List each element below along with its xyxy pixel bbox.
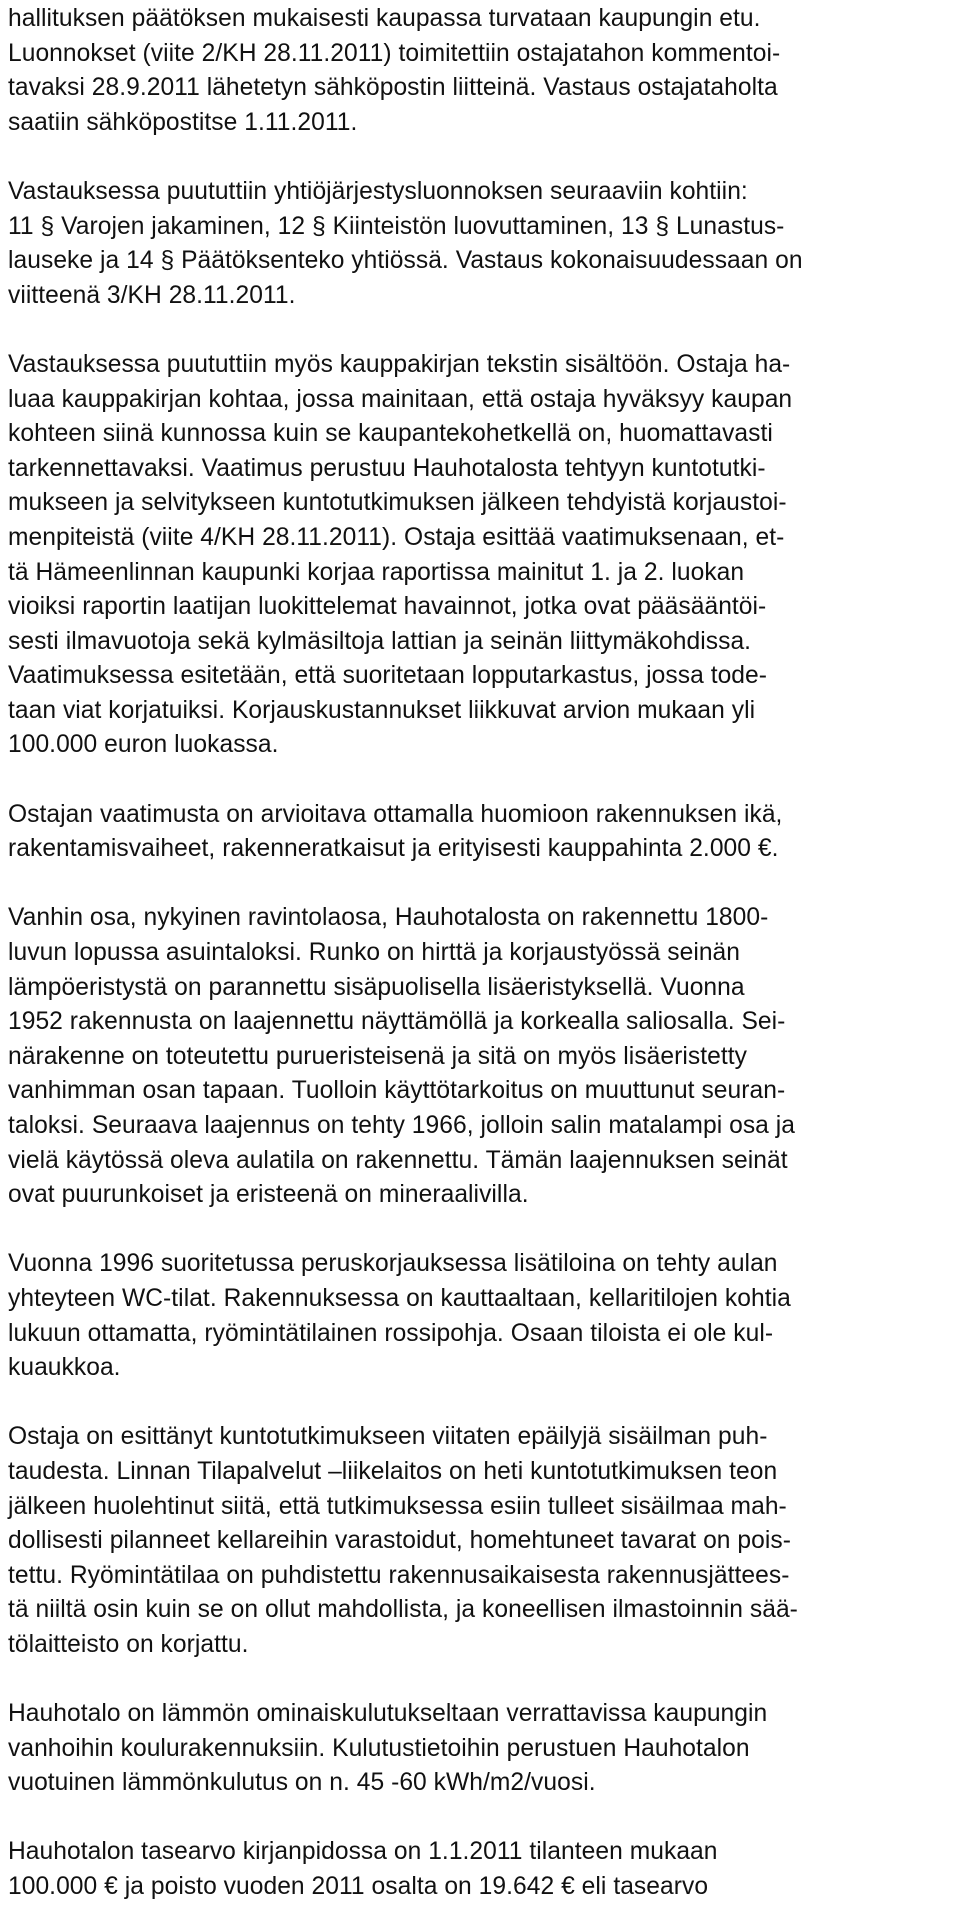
text-line: lauseke ja 14 § Päätöksenteko yhtiössä. Vastaus kokonaisuudessaan on: [8, 247, 803, 275]
text-line: yhteyteen WC-tilat. Rakennuksessa on kauttaaltaan, kellaritilojen kohtia: [8, 1284, 791, 1312]
paragraph-gap: [8, 140, 952, 175]
text-line: tä Hämeenlinnan kaupunki korjaa raportissa mainitut 1. ja 2. luokan: [8, 558, 745, 586]
text-line: tavaksi 28.9.2011 lähetetyn sähköpostin liitteinä. Vastaus ostajataholta: [8, 74, 778, 102]
text-line: Vuonna 1996 suoritetussa peruskorjauksessa lisätiloina on tehty aulan: [8, 1250, 778, 1278]
paragraph: [8, 175, 952, 313]
text-line: kohteen siinä kunnossa kuin se kaupantekohetkellä on, huomattavasti: [8, 420, 773, 448]
text-line: hallituksen päätöksen mukaisesti kaupassa turvataan kaupungin etu.: [8, 5, 761, 32]
text-line: luaa kauppakirjan kohtaa, jossa mainitaan, että ostaja hyväksyy kaupan: [8, 385, 793, 413]
text-line: 11 § Varojen jakaminen, 12 § Kiinteistön luovuttaminen, 13 § Lunastus-: [8, 212, 785, 240]
text-line: kuaukkoa.: [8, 1354, 121, 1382]
text-line: ovat puurunkoiset ja eristeenä on mineraalivilla.: [8, 1181, 529, 1209]
text-line: lukuun ottamatta, ryömintätilainen rossipohja. Osaan tiloista ei ole kul-: [8, 1319, 774, 1347]
text-line: jälkeen huolehtinut siitä, että tutkimuksessa esiin tulleet sisäilmaa mah-: [8, 1492, 787, 1520]
text-line: Hauhotalo on lämmön ominaiskulutukseltaan verrattavissa kaupungin: [8, 1700, 768, 1728]
text-line: vielä käytössä oleva aulatila on rakennettu. Tämän laajennuksen seinät: [8, 1146, 788, 1174]
text-line: Ostaja on esittänyt kuntotutkimukseen viitaten epäilyjä sisäilman puh-: [8, 1423, 768, 1451]
text-line: taan viat korjatuiksi. Korjauskustannukset liikkuvat arvion mukaan yli: [8, 696, 756, 724]
text-line: taloksi. Seuraava laajennus on tehty 1966, jolloin salin matalampi osa ja: [8, 1112, 796, 1139]
text-line: tettu. Ryömintätilaa on puhdistettu rakennusaikaisesta rakennusjättees-: [8, 1561, 790, 1589]
text-line: vanhoihin koulurakennuksiin. Kulutustietoihin perustuen Hauhotalon: [8, 1734, 750, 1762]
paragraph: [8, 798, 952, 867]
paragraph: [8, 1247, 952, 1385]
paragraph-gap: [8, 1663, 952, 1698]
text-line: taudesta. Linnan Tilapalvelut –liikelaitos on heti kuntotutkimuksen teon: [8, 1457, 778, 1485]
text-line: 1952 rakennusta on laajennettu näyttämöllä ja korkealla saliosalla. Sei-: [8, 1008, 786, 1036]
text-line: lämpöeristystä on parannettu sisäpuolisella lisäeristyksellä. Vuonna: [8, 973, 745, 1001]
paragraph: [8, 1697, 952, 1801]
text-line: Hauhotalon tasearvo kirjanpidossa on 1.1.2011 tilanteen mukaan: [8, 1838, 718, 1866]
text-line: tä niiltä osin kuin se on ollut mahdollista, ja koneellisen ilmastoinnin sää-: [8, 1596, 798, 1624]
text-line: dollisesti pilanneet kellareihin varastoidut, homehtuneet tavarat on pois-: [8, 1527, 791, 1555]
text-line: vanhimman osan tapaan. Tuolloin käyttötarkoitus on muuttunut seuran-: [8, 1077, 786, 1105]
text-line: närakenne on toteutettu purueristeisenä ja sitä on myös lisäeristetty: [8, 1042, 747, 1070]
text-line: viitteenä 3/KH 28.11.2011.: [8, 281, 296, 309]
text-line: Vastauksessa puututtiin yhtiöjärjestysluonnoksen seuraaviin kohtiin:: [8, 177, 748, 205]
text-line: Ostajan vaatimusta on arvioitava ottamalla huomioon rakennuksen ikä,: [8, 800, 783, 828]
text-line: menpiteistä (viite 4/KH 28.11.2011). Ostaja esittää vaatimuksenaan, et-: [8, 523, 785, 551]
paragraph-gap: [8, 1213, 952, 1248]
text-line: rakentamisvaiheet, rakenneratkaisut ja erityisesti kauppahinta 2.000 €.: [8, 835, 779, 863]
text-line: Vaatimuksessa esitetään, että suoritetaan lopputarkastus, jossa tode-: [8, 662, 767, 690]
paragraph-gap: [8, 1801, 952, 1836]
paragraph-gap: [8, 867, 952, 902]
paragraph: [8, 348, 952, 763]
paragraph-gap: [8, 313, 952, 348]
paragraph: [8, 1420, 952, 1662]
paragraph-gap: [8, 763, 952, 798]
document-body: [8, 2, 952, 1905]
text-line: 100.000 € ja poisto vuoden 2011 osalta on 19.642 € eli tasearvo: [8, 1873, 709, 1901]
text-line: Luonnokset (viite 2/KH 28.11.2011) toimitettiin ostajatahon kommentoi-: [8, 39, 781, 67]
paragraph: [8, 1835, 952, 1904]
text-line: tarkennettavaksi. Vaatimus perustuu Hauhotalosta tehtyyn kuntotutki-: [8, 454, 766, 482]
text-line: mukseen ja selvitykseen kuntotutkimuksen jälkeen tehdyistä korjaustoi-: [8, 489, 787, 517]
text-line: Vastauksessa puututtiin myös kauppakirjan tekstin sisältöön. Ostaja ha-: [8, 350, 791, 378]
text-line: sesti ilmavuotoja sekä kylmäsiltoja lattian ja seinän liittymäkohdissa.: [8, 627, 752, 655]
text-line: saatiin sähköpostitse 1.11.2011.: [8, 108, 358, 136]
text-line: tölaitteisto on korjattu.: [8, 1630, 249, 1658]
text-line: vioiksi raportin laatijan luokittelemat havainnot, jotka ovat pääsääntöi-: [8, 593, 767, 621]
document-page: [8, 0, 952, 1905]
paragraph: [8, 901, 952, 1212]
paragraph-gap: [8, 1386, 952, 1421]
paragraph: [8, 2, 952, 140]
text-line: Vanhin osa, nykyinen ravintolaosa, Hauhotalosta on rakennettu 1800-: [8, 904, 769, 932]
text-line: luvun lopussa asuintaloksi. Runko on hirttä ja korjaustyössä seinän: [8, 939, 741, 967]
text-line: 100.000 euron luokassa.: [8, 731, 279, 759]
text-line: vuotuinen lämmönkulutus on n. 45 -60 kWh/m2/vuosi.: [8, 1769, 596, 1797]
